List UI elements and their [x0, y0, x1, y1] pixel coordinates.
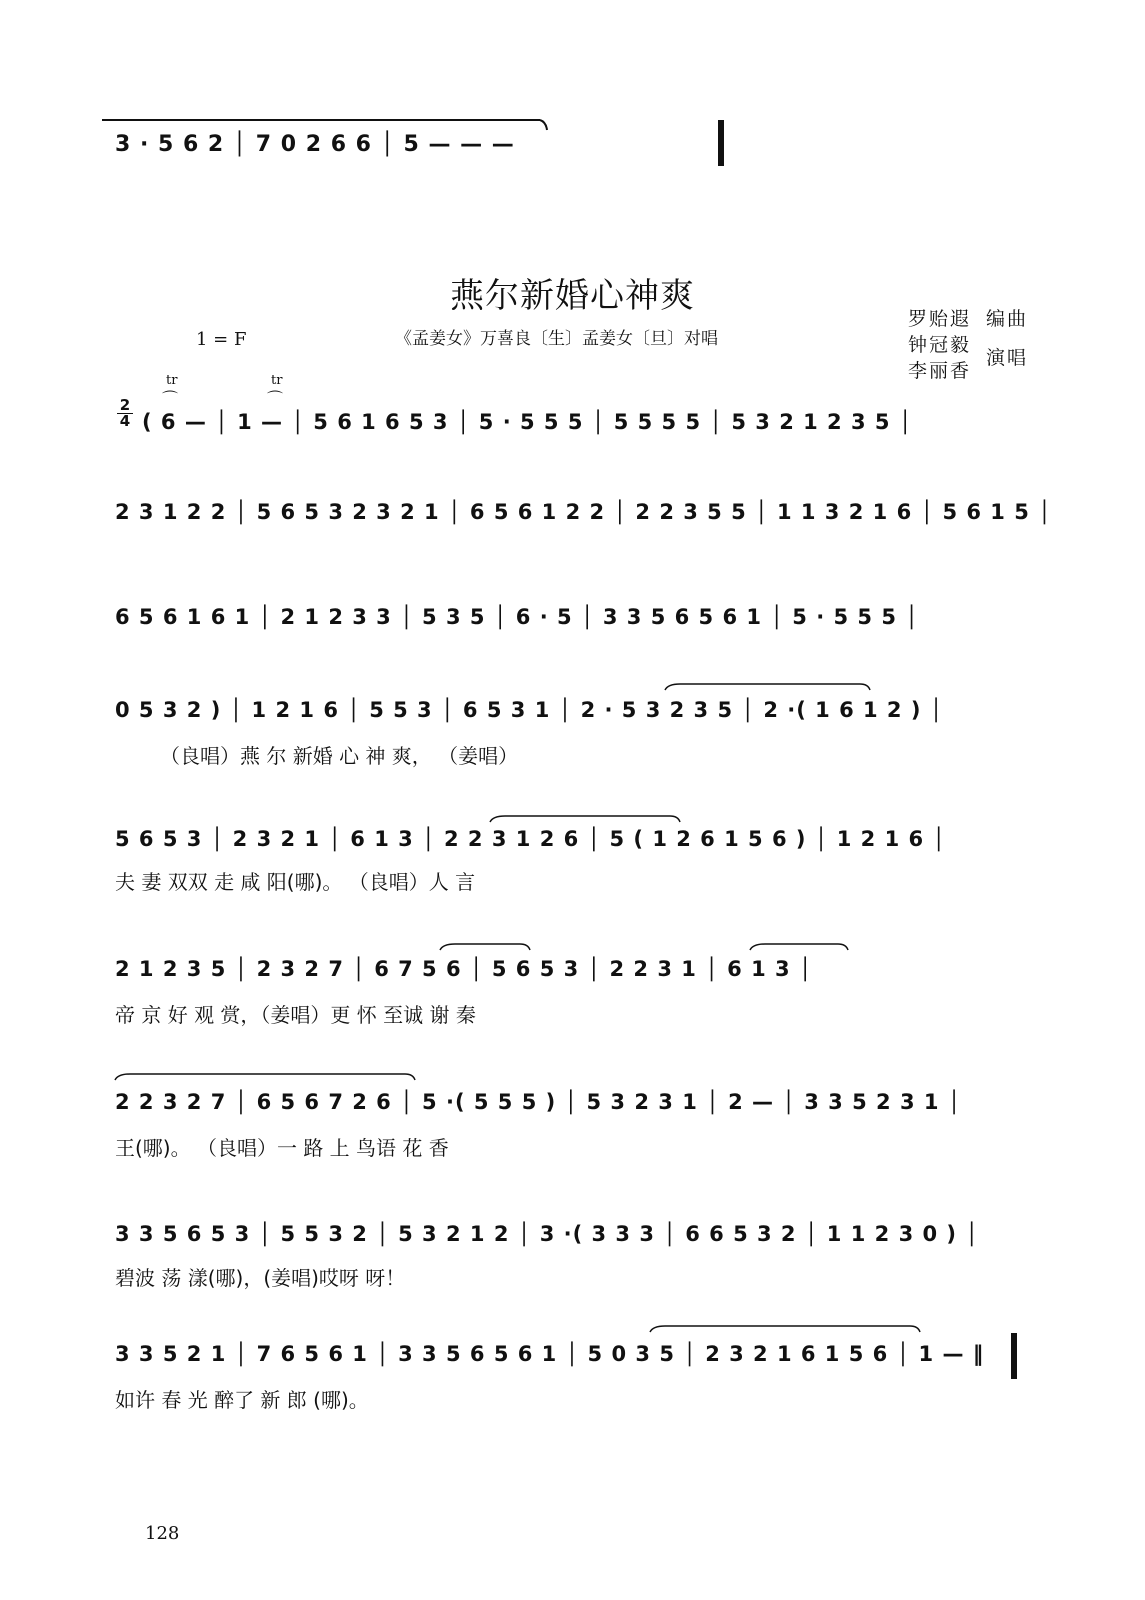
prev-tune-ending-notes: 3 · 5 6 2 │ 7 0 2 6 6 │ 5 — — — — [115, 132, 515, 157]
score-row-5-notes: 5 6 5 3 │ 2 3 2 1 │ 6 1 3 │ 2 2 3 1 2 6 │ 5 ( 1 2 6 1 5 6 ) │ 1 2 1 6 │ — [115, 827, 947, 851]
performer-name-1: 钟冠毅 — [908, 334, 972, 356]
score-row-6-notes: 2 1 2 3 5 │ 2 3 2 7 │ 6 7 5 6 │ 5 6 5 3 │ 2 2 3 1 │ 6 1 3 │ — [115, 957, 813, 981]
trill-mark-1: tr — [166, 373, 178, 388]
score-row-7-lyrics: 王(哪)。 （良唱）一 路 上 鸟语 花 香 — [115, 1136, 449, 1160]
score-row-4-lyrics: （良唱）燕 尔 新婚 心 神 爽， （姜唱） — [160, 744, 519, 768]
page-number: 128 — [145, 1523, 180, 1544]
fermata-icon: ⌒ — [267, 389, 284, 408]
score-row-1-notes: ( 6 — │ 1 — │ 5 6 1 6 5 3 │ 5 · 5 5 5 │ 5 5 5 5 │ 5 3 2 1 2 3 5 │ — [142, 410, 913, 434]
final-barline — [1011, 1333, 1017, 1379]
score-row-8-notes: 3 3 5 6 5 3 │ 5 5 3 2 │ 5 3 2 1 2 │ 3 ·( 3 3 3 │ 6 6 5 3 2 │ 1 1 2 3 0 ) │ — [115, 1222, 979, 1246]
score-row-9-lyrics: 如许 春 光 醉了 新 郎 (哪)。 — [115, 1388, 369, 1412]
score-row-9-notes: 3 3 5 2 1 │ 7 6 5 6 1 │ 3 3 5 6 5 6 1 │ 5 0 3 5 │ 2 3 2 1 6 1 5 6 │ 1 — ‖ — [115, 1342, 985, 1366]
score-row-5-lyrics: 夫 妻 双双 走 咸 阳(哪)。 （良唱）人 言 — [115, 870, 476, 894]
key-signature: 1 = F — [196, 329, 247, 350]
score-row-3-notes: 6 5 6 1 6 1 │ 2 1 2 3 3 │ 5 3 5 │ 6 · 5 │ 3 3 5 6 5 6 1 │ 5 · 5 5 5 │ — [115, 605, 919, 629]
score-row-7-notes: 2 2 3 2 7 │ 6 5 6 7 2 6 │ 5 ·( 5 5 5 ) │ 5 3 2 3 1 │ 2 — │ 3 3 5 2 3 1 │ — [115, 1090, 962, 1114]
time-signature: 2 4 — [117, 398, 133, 429]
song-subtitle: 《孟姜女》万喜良〔生〕孟姜女〔旦〕对唱 — [395, 329, 718, 349]
trill-mark-2: tr — [271, 373, 283, 388]
arranger-role: 编曲 — [986, 308, 1029, 330]
score-row-8-lyrics: 碧波 荡 漾(哪)，(姜唱)哎呀 呀！ — [115, 1266, 406, 1290]
performer-name-2: 李丽香 — [908, 360, 972, 382]
performer-role: 演唱 — [986, 347, 1029, 369]
arranger-names: 罗贻遐 — [908, 308, 972, 330]
score-row-4-notes: 0 5 3 2 ) │ 1 2 1 6 │ 5 5 3 │ 6 5 3 1 │ 2 · 5 3 2 3 5 │ 2 ·( 1 6 1 2 ) │ — [115, 698, 944, 722]
score-row-6-lyrics: 帝 京 好 观 赏，（姜唱）更 怀 至诚 谢 秦 — [115, 1003, 476, 1027]
song-title: 燕尔新婚心神爽 — [450, 276, 695, 316]
fermata-icon: ⌒ — [162, 389, 179, 408]
score-row-2-notes: 2 3 1 2 2 │ 5 6 5 3 2 3 2 1 │ 6 5 6 1 2 2 │ 2 2 3 5 5 │ 1 1 3 2 1 6 │ 5 6 1 5 │ — [115, 500, 1052, 524]
